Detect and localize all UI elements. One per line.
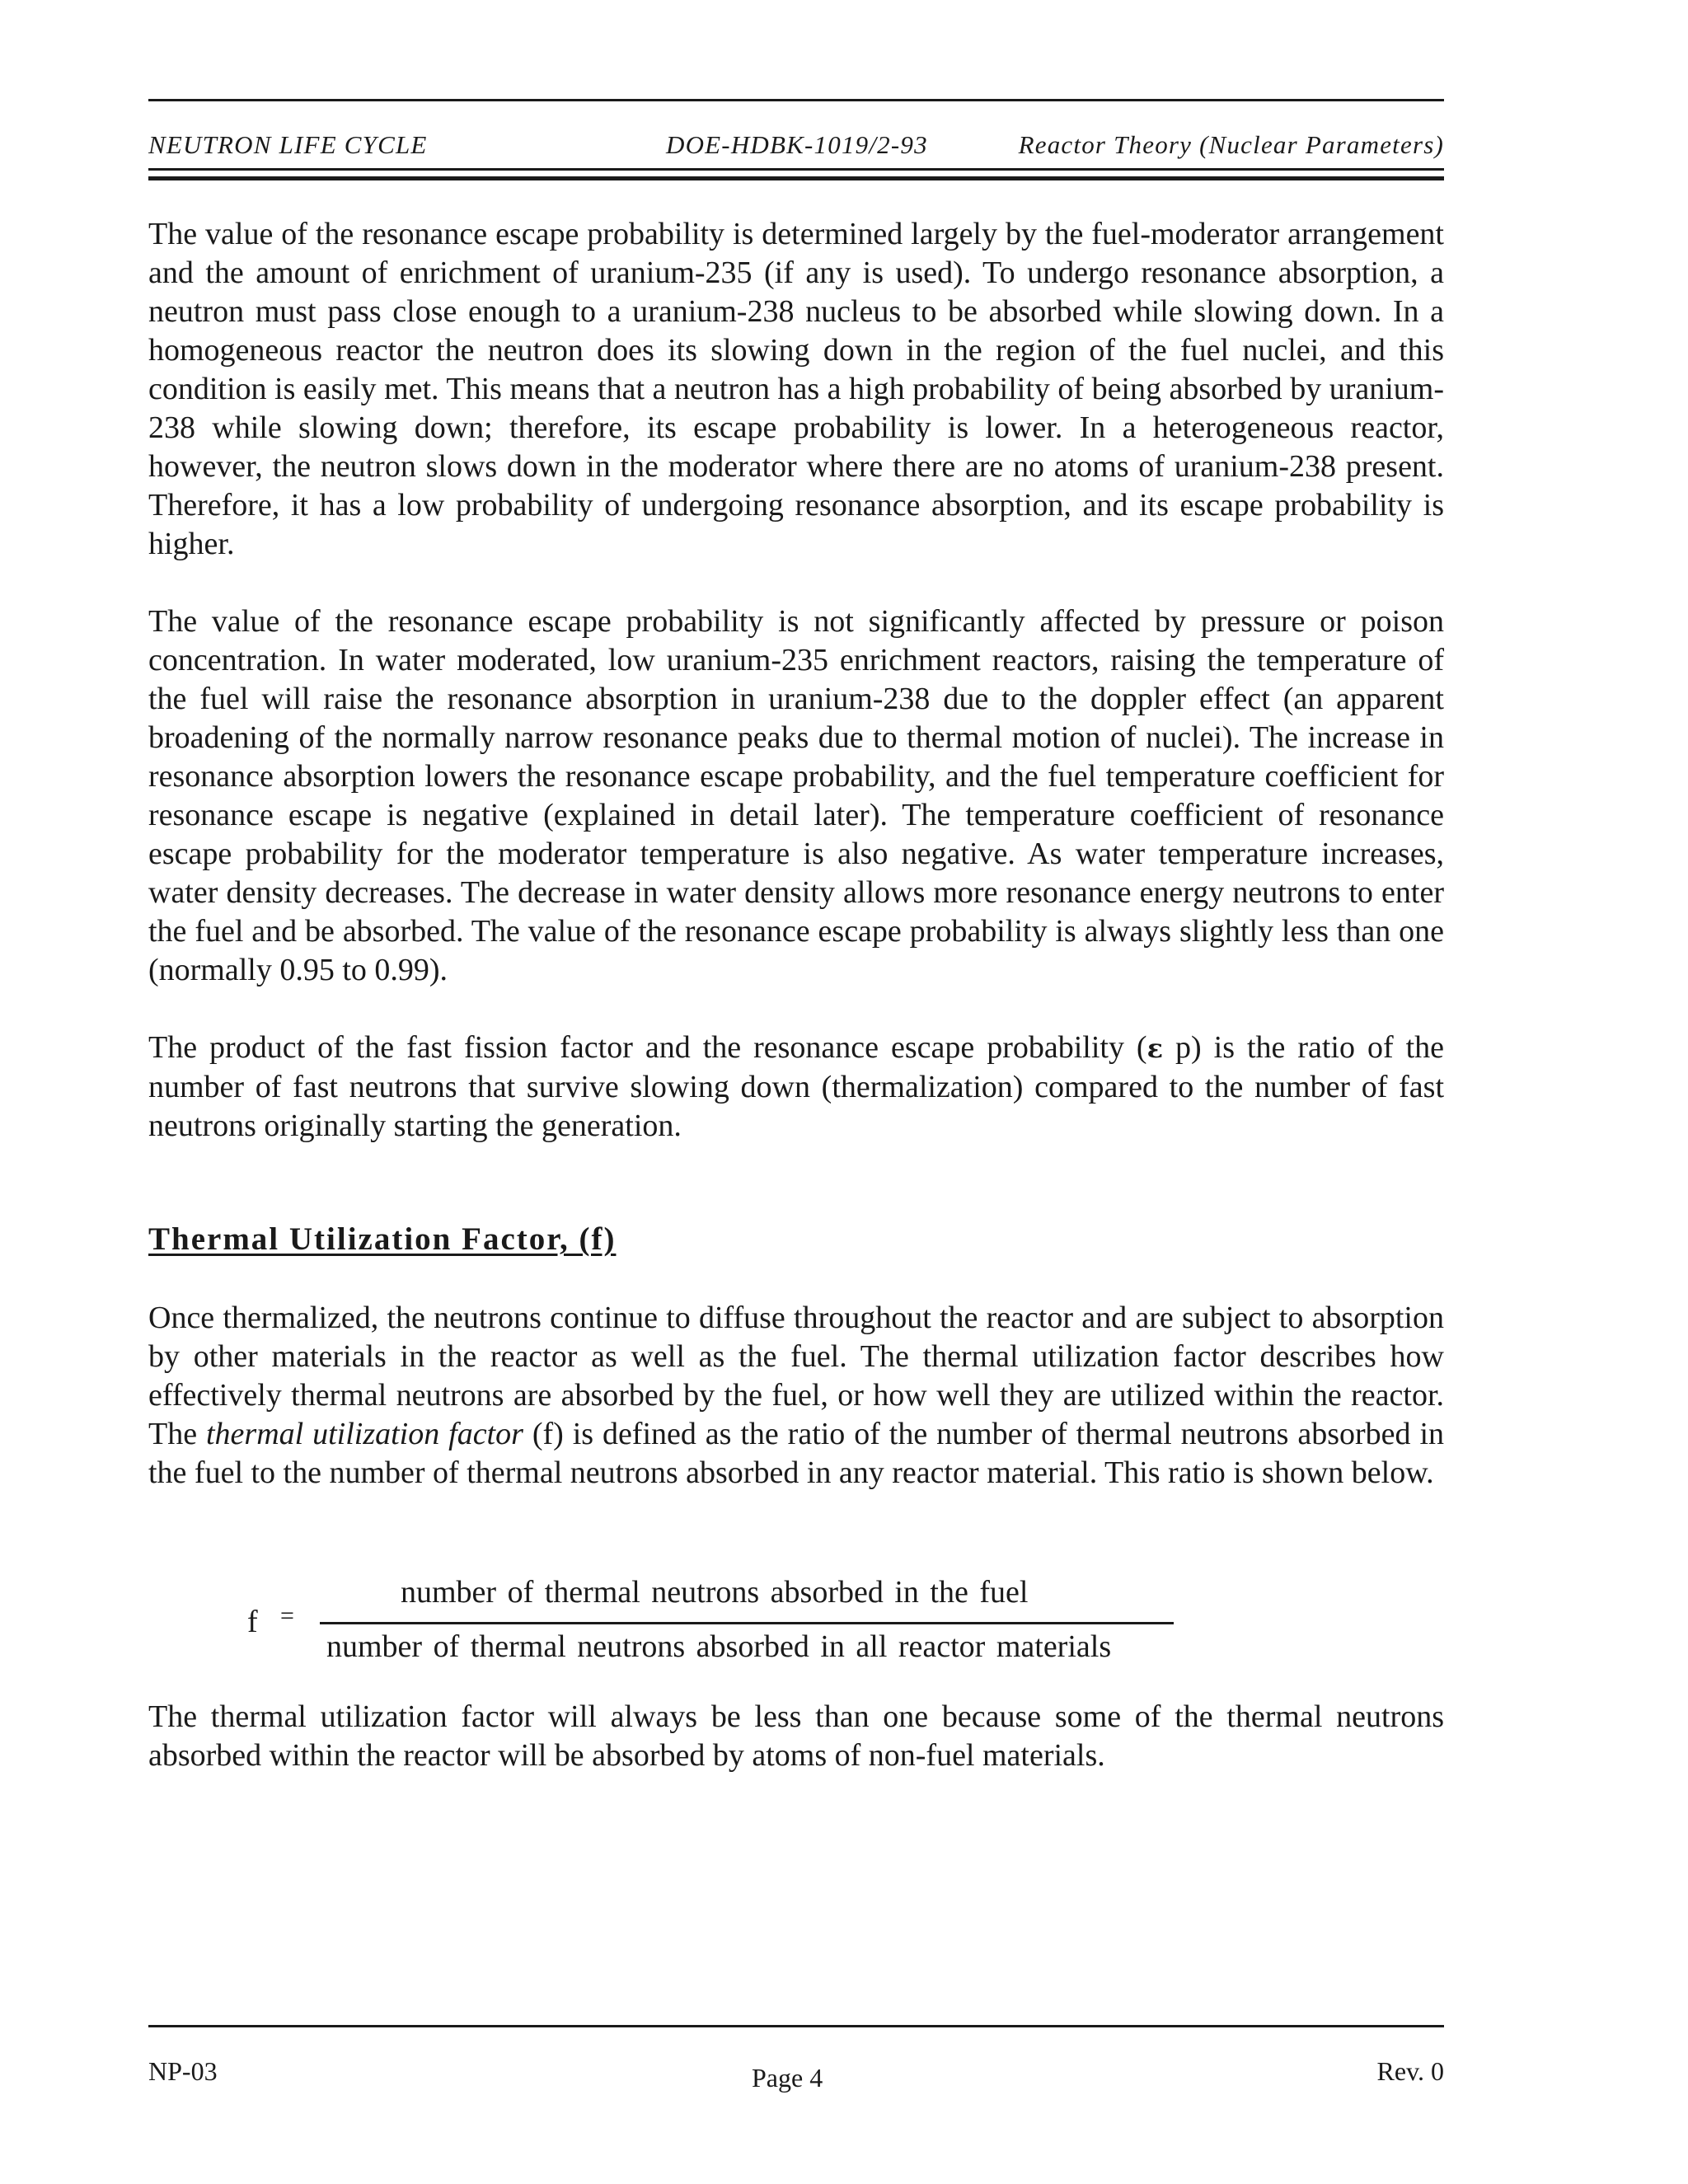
defined-term: thermal utilization factor (205, 1417, 523, 1451)
paragraph-resonance-escape-temperature: The value of the resonance escape probability is not significantly affected by pressure or poison concentration. In water moderated, low uranium-235 enrichment reactors, raising the temperature of the fuel will raise the resonance absorption in uranium-238 due to the doppler effect (an apparent broadening of the normally narrow resonance peaks due to thermal motion of nuclei). The increase in resonance absorption lowers the resonance escape probability, and the fuel temperature coefficient for resonance escape is negative (explained in detail later). The temperature coefficient of resonance escape probability for the moderator temperature is also negative. As water temperature increases, water density decreases. The decrease in water density allows more resonance energy neutrons to enter the fuel and be absorbed. The value of the resonance escape probability is always slightly less than one (normally 0.95 to 0.99). (148, 604, 1444, 987)
formula-variable: f (247, 1605, 258, 1639)
footer-module-number: NP-03 (148, 2056, 218, 2086)
header-module-title: Reactor Theory (Nuclear Parameters) (1018, 130, 1444, 159)
header-document-number: DOE-HDBK-1019/2-93 (666, 130, 928, 159)
fraction-bar (320, 1622, 1174, 1624)
footer-rule (148, 2025, 1444, 2027)
header-bottom-rule-thick (148, 176, 1444, 180)
footer-page-number: Page 4 (752, 2063, 823, 2093)
formula-numerator: number of thermal neutrons absorbed in the fuel (401, 1575, 1029, 1610)
paragraph-thermal-utilization-less-than-one: The thermal utilization factor will always be less than one because some of the thermal neutrons absorbed within the reactor will be absorbed by atoms of non-fuel materials. (148, 1699, 1444, 1773)
paragraph-resonance-escape-arrangement: The value of the resonance escape probability is determined largely by the fuel-moderator arrangement and the amount of enrichment of uranium-235 (if any is used). To undergo resonance absorption, a neutron must pass close enough to a uranium-238 nucleus to be absorbed while slowing down. In a homogeneous reactor the neutron does its slowing down in the region of the fuel nuclei, and this condition is easily met. This means that a neutron has a high probability of being absorbed by uranium-238 while slowing down; therefore, its escape probability is lower. In a heterogeneous reactor, however, the neutron slows down in the moderator where there are no atoms of uranium-238 present. Therefore, it has a low probability of undergoing resonance absorption, and its escape probability is higher. (148, 217, 1444, 561)
paragraph-thermal-utilization-definition (148, 1299, 1444, 1493)
header-chapter-title: NEUTRON LIFE CYCLE (148, 130, 428, 159)
epsilon-symbol: ε (1146, 1033, 1164, 1064)
paragraph-text-segment: (f) is defined as the ratio of the number of thermal neutrons absorbed in the fuel to the number of thermal neutrons absorbed in any reactor material. This ratio is shown below. (148, 1417, 1445, 1490)
document-page (148, 0, 1444, 2184)
footer-revision: Rev. 0 (1376, 2056, 1444, 2086)
formula-equals-sign: = (280, 1602, 294, 1629)
paragraph-text-segment: p) is the ratio of the number of fast neutrons that survive slowing down (thermalization) compared to the number of fast neutrons originally starting the generation. (148, 1030, 1445, 1143)
thermal-utilization-formula (247, 1574, 1170, 1673)
running-header (148, 130, 1444, 163)
formula-denominator: number of thermal neutrons absorbed in all reactor materials (326, 1629, 1112, 1664)
header-bottom-rule-thin (148, 168, 1444, 171)
header-top-rule (148, 99, 1444, 101)
paragraph-fast-fission-product (148, 1029, 1444, 1146)
paragraph-text-segment: Once thermalized, the neutrons continue to diffuse throughout the reactor and are subject to absorption by other materials in the reactor as well as the fuel. The thermal utilization factor describes how effectively thermal neutrons are absorbed by the fuel, or how well they are utilized within the reactor. The (148, 1301, 1444, 1451)
paragraph-text-segment: The product of the fast fission factor and the resonance escape probability ( (148, 1030, 1147, 1065)
section-heading-thermal-utilization: Thermal Utilization Factor, (f) (148, 1221, 617, 1257)
